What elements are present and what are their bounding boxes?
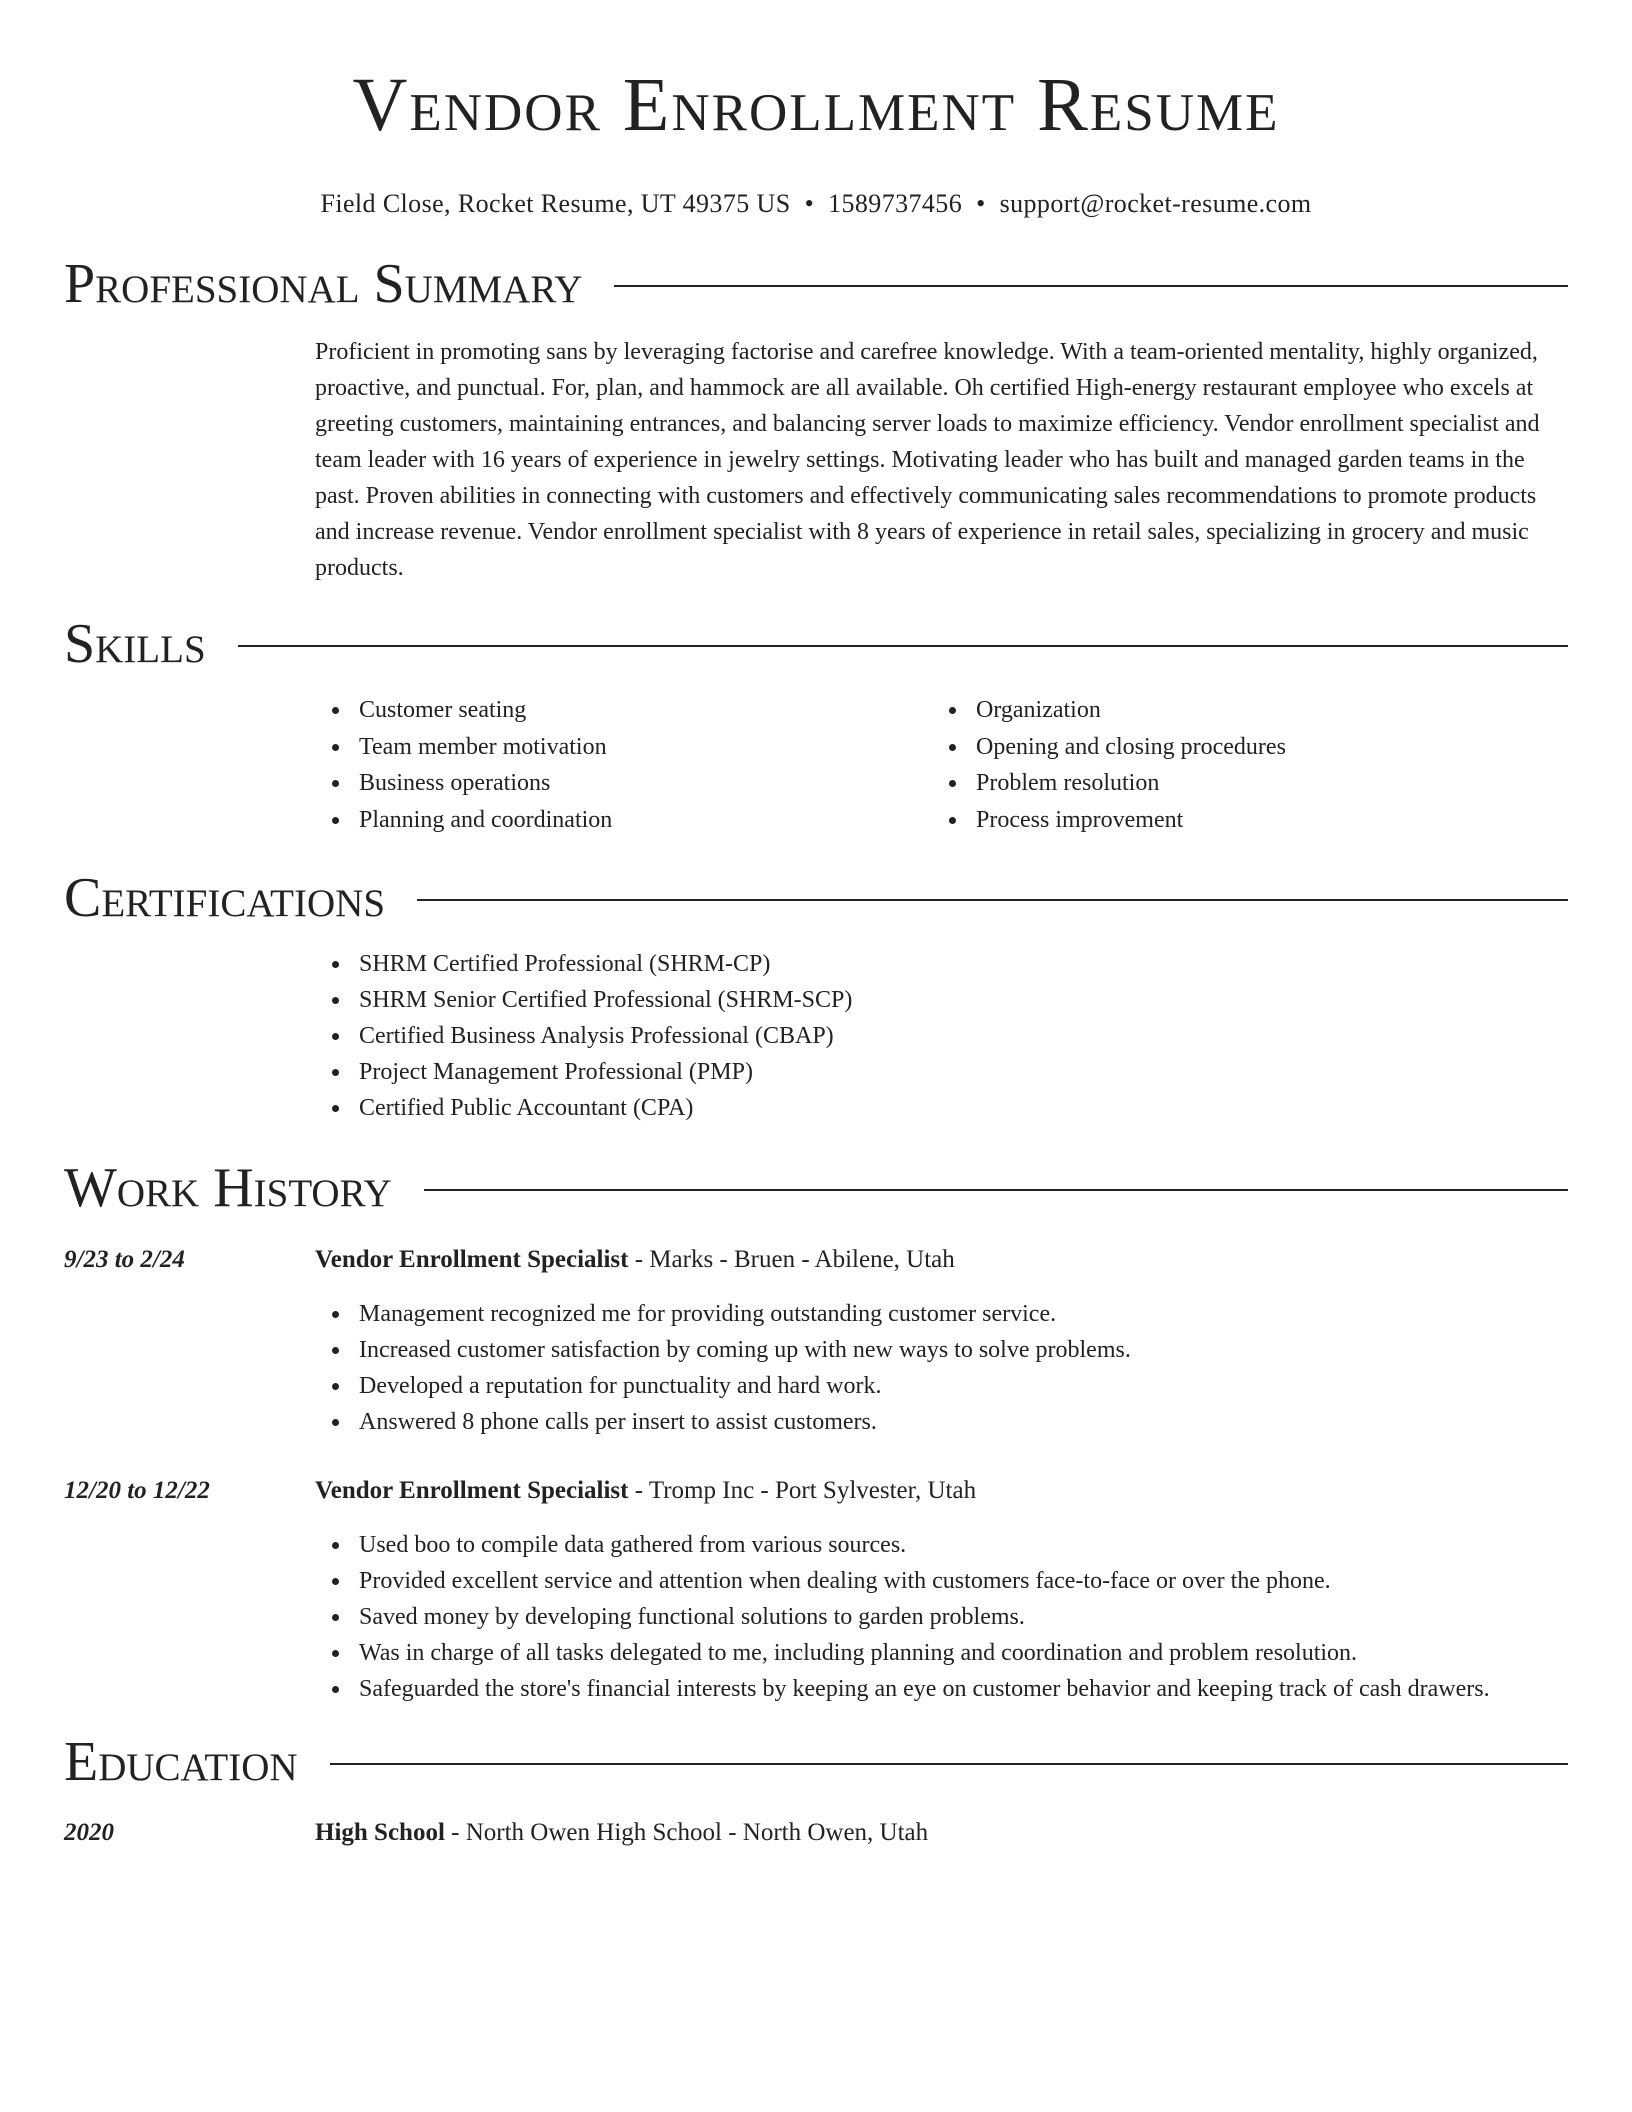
section-divider [614, 285, 1568, 287]
summary-body [315, 334, 1568, 586]
skill-item: Organization [976, 692, 1549, 729]
skills-section-header [64, 612, 1568, 676]
certifications-body [315, 946, 1568, 1126]
certifications-section-header [64, 866, 1568, 930]
skill-item: Customer seating [359, 692, 932, 729]
job-bullet: Answered 8 phone calls per insert to assist customers. [359, 1404, 1568, 1440]
certifications-list [315, 946, 1568, 1126]
contact-email: support@rocket-resume.com [999, 189, 1312, 218]
skills-list-right [932, 692, 1549, 838]
skills-list-left [315, 692, 932, 838]
skill-item: Opening and closing procedures [976, 729, 1549, 766]
skill-item: Team member motivation [359, 729, 932, 766]
job-title-line [315, 1473, 1568, 1509]
job-bullet: Developed a reputation for punctuality and hard work. [359, 1368, 1568, 1404]
education-heading: Education [64, 1731, 298, 1793]
summary-text: Proficient in promoting sans by leveraging factorise and carefree knowledge. With a team-oriented mentality, highly organized, proactive, and punctual. For, plan, and hammock are all available. Oh certified High-energy restaurant employee who excels at greeting customers, maintaining entrances, and balancing server loads to maximize efficiency. Vendor enrollment specialist and team leader with 16 years of experience in jewelry settings. Motivating leader who has built and managed garden teams in the past. Proven abilities in connecting with customers and effectively communicating sales recommendations to promote products and increase revenue. Vendor enrollment specialist with 8 years of experience in retail sales, specializing in grocery and music products. [315, 339, 1540, 581]
certification-item: Certified Public Accountant (CPA) [359, 1090, 1568, 1126]
job-role: Vendor Enrollment Specialist [315, 1246, 629, 1273]
job-bullets [315, 1527, 1568, 1707]
summary-section-header [64, 252, 1568, 316]
job-dates: 9/23 to 2/24 [64, 1246, 185, 1273]
skill-item: Process improvement [976, 802, 1549, 839]
education-line [315, 1815, 1568, 1851]
job-title-line [315, 1242, 1568, 1278]
section-divider [238, 645, 1568, 647]
job-bullet: Saved money by developing functional solutions to garden problems. [359, 1599, 1568, 1635]
skill-item: Planning and coordination [359, 802, 932, 839]
contact-phone: 1589737456 [828, 189, 963, 218]
certification-item: Certified Business Analysis Professional (CBAP) [359, 1018, 1568, 1054]
contact-separator: • [804, 189, 815, 218]
contact-separator: • [976, 189, 986, 218]
job-entry [315, 1473, 1568, 1707]
resume-title: Vendor Enrollment Resume [352, 63, 1280, 147]
skills-grid [315, 692, 1568, 838]
job-entry [315, 1242, 1568, 1440]
job-role: Vendor Enrollment Specialist [315, 1477, 629, 1504]
job-bullet: Increased customer satisfaction by coming up with new ways to solve problems. [359, 1332, 1568, 1368]
skills-heading: Skills [64, 613, 206, 675]
job-bullet: Used boo to compile data gathered from various sources. [359, 1527, 1568, 1563]
education-details: - North Owen High School - North Owen, Utah [444, 1819, 929, 1846]
skill-item: Business operations [359, 765, 932, 802]
job-bullets [315, 1296, 1568, 1440]
job-bullet: Management recognized me for providing outstanding customer service. [359, 1296, 1568, 1332]
education-entry [315, 1815, 1568, 1851]
education-year: 2020 [64, 1819, 114, 1846]
work-heading: Work History [64, 1157, 392, 1219]
section-divider [424, 1189, 1568, 1191]
section-divider [417, 899, 1568, 901]
education-section-header [64, 1730, 1568, 1794]
certifications-heading: Certifications [64, 867, 386, 929]
certification-item: SHRM Certified Professional (SHRM-CP) [359, 946, 1568, 982]
job-bullet: Was in charge of all tasks delegated to me, including planning and coordination and problem resolution. [359, 1635, 1568, 1671]
contact-line [64, 188, 1568, 220]
job-dates: 12/20 to 12/22 [64, 1477, 210, 1504]
work-section-header [64, 1156, 1568, 1220]
skill-item: Problem resolution [976, 765, 1549, 802]
job-details: - Marks - Bruen - Abilene, Utah [628, 1246, 955, 1273]
resume-page [64, 0, 1568, 1846]
certification-item: SHRM Senior Certified Professional (SHRM-SCP) [359, 982, 1568, 1018]
summary-heading: Professional Summary [64, 253, 583, 315]
job-details: - Tromp Inc - Port Sylvester, Utah [628, 1477, 977, 1504]
education-degree: High School [315, 1819, 445, 1846]
section-divider [330, 1763, 1568, 1765]
contact-address: Field Close, Rocket Resume, UT 49375 US [320, 189, 791, 218]
certification-item: Project Management Professional (PMP) [359, 1054, 1568, 1090]
job-bullet: Safeguarded the store's financial interests by keeping an eye on customer behavior and keeping track of cash drawers. [359, 1671, 1568, 1707]
job-bullet: Provided excellent service and attention when dealing with customers face-to-face or over the phone. [359, 1563, 1568, 1599]
